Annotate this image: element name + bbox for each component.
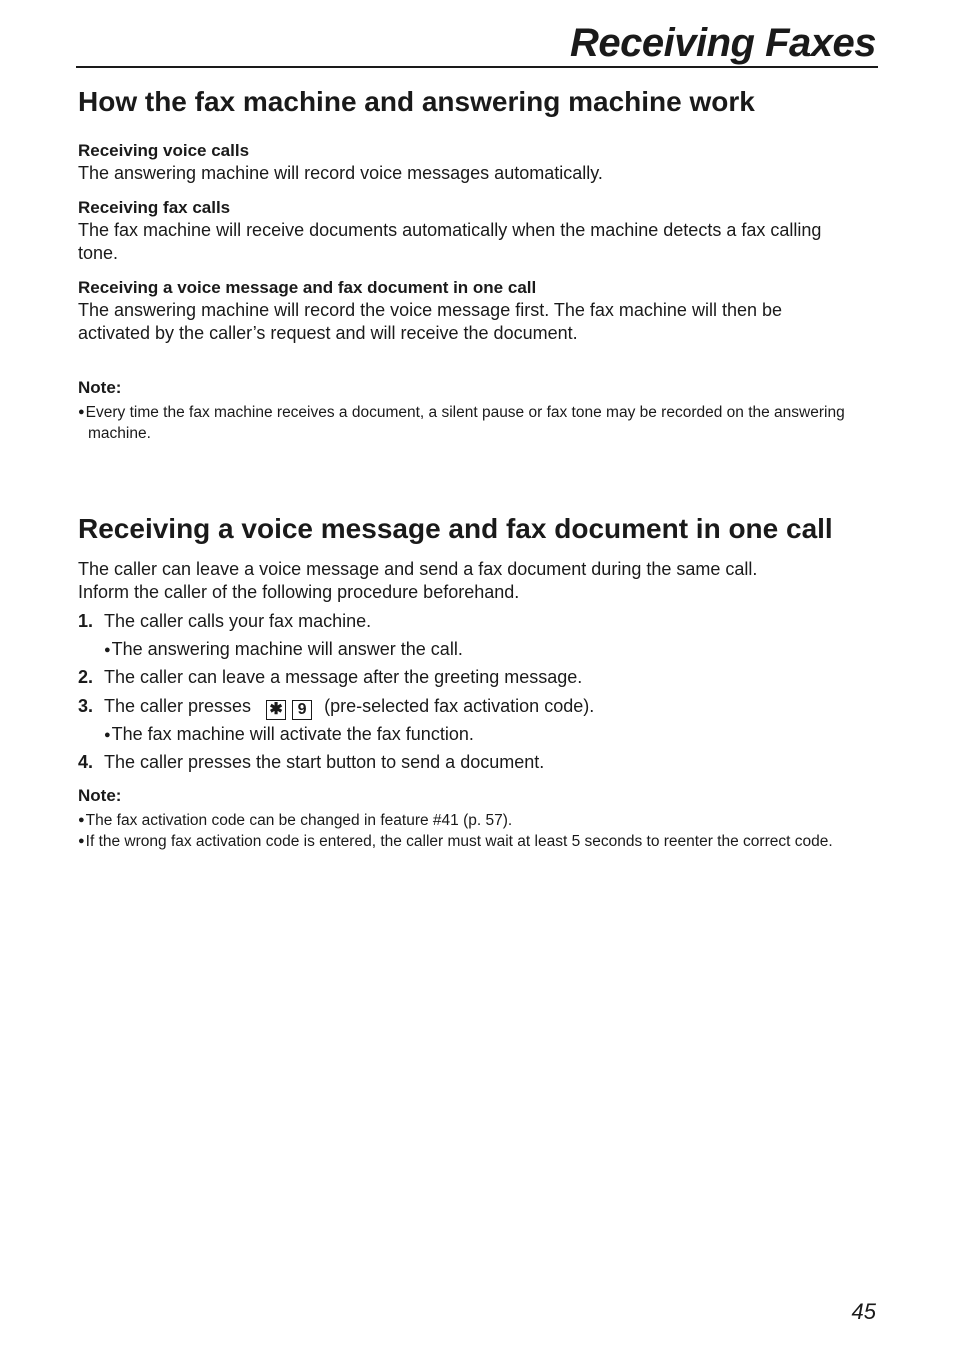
paragraph-fax-calls: The fax machine will receive documents automatically when the machine detects a fax calling tone.: [78, 220, 822, 263]
intro-line-1: The caller can leave a voice message and send a fax document during the same call.: [78, 559, 758, 579]
section-heading-voice-and-fax: Receiving a voice message and fax document in one call: [78, 513, 833, 544]
step-number: 1.: [78, 611, 94, 631]
header-divider: [76, 66, 878, 68]
step-number: 3.: [78, 696, 94, 716]
bullet-icon: ●: [78, 814, 85, 826]
page-header-title: Receiving Faxes: [570, 21, 876, 65]
section-heading-how-it-works: How the fax machine and answering machine work: [78, 86, 755, 117]
bullet-icon: ●: [104, 644, 111, 656]
note-list: [78, 402, 876, 444]
note-item: ●Every time the fax machine receives a document, a silent pause or fax tone may be recorded on the answering machine.: [78, 404, 845, 442]
step-text: The caller presses: [104, 696, 252, 716]
note-list: [78, 810, 876, 852]
note-label: Note:: [78, 786, 122, 805]
page-number: 45: [851, 1299, 876, 1324]
step-4: [78, 751, 876, 774]
step-3: [78, 695, 876, 720]
step-number: 4.: [78, 752, 94, 772]
note-item: ●If the wrong fax activation code is entered, the caller must wait at least 5 seconds to reenter the correct code.: [78, 833, 833, 850]
note-item: ●The fax activation code can be changed in feature #41 (p. 57).: [78, 812, 513, 829]
step-3-detail: ●The fax machine will activate the fax function.: [104, 724, 474, 744]
step-text: The caller calls your fax machine.: [104, 611, 372, 631]
note-label: Note:: [78, 378, 122, 397]
step-text: The caller presses the start button to send a document.: [104, 752, 545, 772]
step-1-detail: ●The answering machine will answer the call.: [104, 639, 463, 659]
intro-line-2: Inform the caller of the following procedure beforehand.: [78, 582, 520, 602]
step-text: The caller can leave a message after the greeting message.: [104, 667, 583, 687]
step-number: 2.: [78, 667, 94, 687]
step-2: [78, 666, 876, 689]
paragraph-voice-and-fax: The answering machine will record the voice message first. The fax machine will then be activated by the caller’s request and will receive the document.: [78, 300, 782, 343]
step-text-continued: (pre-selected fax activation code).: [324, 696, 595, 716]
paragraph-voice-calls: The answering machine will record voice messages automatically.: [78, 163, 603, 183]
subheading-voice-calls: Receiving voice calls: [78, 141, 250, 160]
subheading-voice-and-fax: Receiving a voice message and fax document in one call: [78, 278, 537, 297]
subheading-fax-calls: Receiving fax calls: [78, 198, 231, 217]
nine-key-icon: 9: [292, 700, 312, 720]
bullet-icon: ●: [78, 406, 85, 418]
star-key-icon: ✱: [266, 700, 286, 720]
bullet-icon: ●: [78, 835, 85, 847]
bullet-icon: ●: [104, 729, 111, 741]
step-1: [78, 610, 876, 633]
